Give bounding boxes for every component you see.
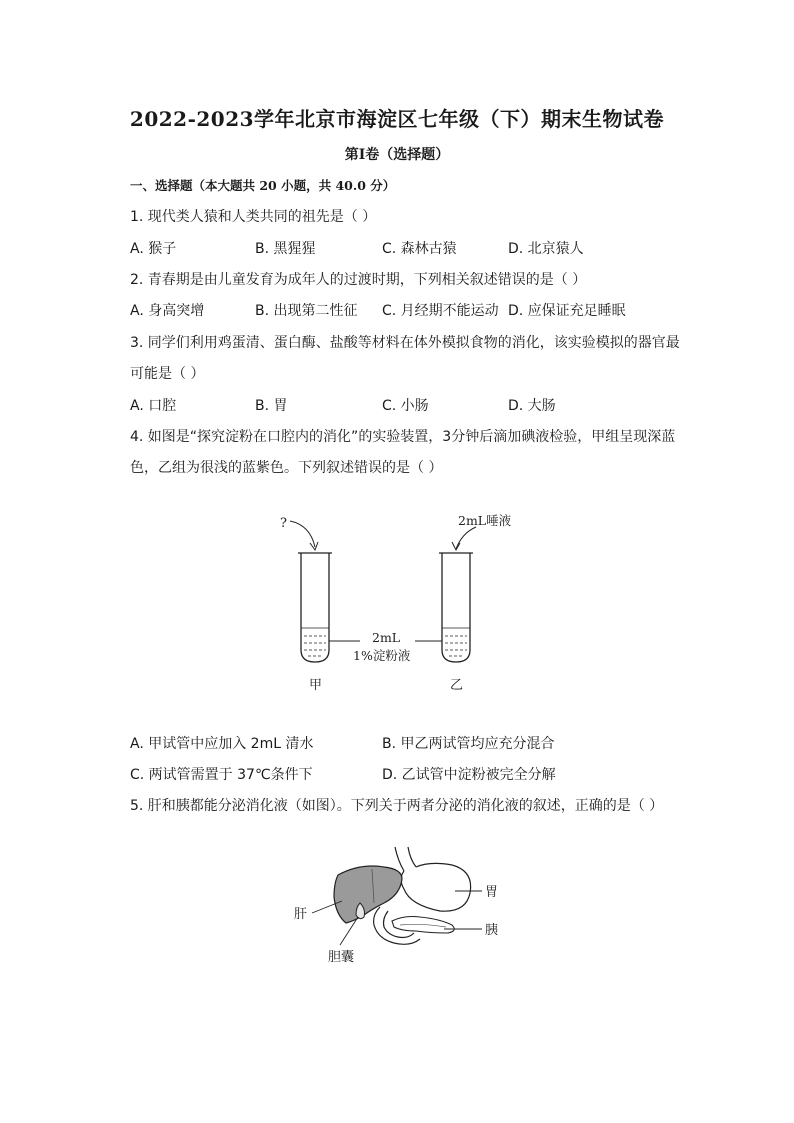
q4-option-b[interactable]: B. 甲乙两试管均应充分混合 bbox=[382, 736, 555, 752]
q2-option-d[interactable]: D. 应保证充足睡眠 bbox=[508, 303, 626, 319]
q4-option-a[interactable]: A. 甲试管中应加入 2mL 清水 bbox=[130, 736, 314, 752]
q3-option-c[interactable]: C. 小肠 bbox=[382, 398, 429, 414]
arrow-a-icon bbox=[290, 521, 315, 547]
q3-option-a[interactable]: A. 口腔 bbox=[130, 398, 177, 414]
tube-b bbox=[439, 553, 473, 662]
stomach-shape bbox=[401, 863, 471, 911]
q2-option-a[interactable]: A. 身高突增 bbox=[130, 303, 205, 319]
gallbladder-label: 胆囊 bbox=[328, 950, 355, 965]
test-tube-figure bbox=[270, 505, 530, 695]
question-2-stem: 2. 青春期是由儿童发育为成年人的过渡时期，下列相关叙述错误的是（ ） bbox=[130, 272, 587, 288]
starch-label: 1%淀粉液 bbox=[353, 648, 411, 663]
question-4-stem-cont: 色，乙组为很浅的蓝紫色。下列叙述错误的是（ ） bbox=[130, 460, 443, 476]
liver-label: 肝 bbox=[294, 907, 308, 922]
q2-option-b[interactable]: B. 出现第二性征 bbox=[255, 303, 358, 319]
question-1-stem: 1. 现代类人猿和人类共同的祖先是（ ） bbox=[130, 209, 377, 225]
amount-label: 2mL bbox=[372, 630, 401, 645]
q2-option-c[interactable]: C. 月经期不能运动 bbox=[382, 303, 499, 319]
stomach-label: 胃 bbox=[485, 885, 499, 900]
tube-a bbox=[298, 553, 332, 662]
page-title: 2022-2023学年北京市海淀区七年级（下）期末生物试卷 bbox=[129, 107, 665, 131]
q1-option-c[interactable]: C. 森林古猿 bbox=[382, 241, 457, 257]
q4-option-d[interactable]: D. 乙试管中淀粉被完全分解 bbox=[382, 767, 556, 783]
q1-option-a[interactable]: A. 猴子 bbox=[130, 241, 177, 257]
question-4-stem: 4. 如图是“探究淀粉在口腔内的消化”的实验装置，3分钟后滴加碘液检验，甲组呈现深蓝 bbox=[130, 429, 676, 445]
saliva-label: 2mL唾液 bbox=[458, 513, 512, 528]
part-subtitle: 第Ⅰ卷（选择题） bbox=[344, 147, 450, 163]
section-heading: 一、选择题（本大题共 20 小题，共 40.0 分） bbox=[130, 178, 396, 193]
question-mark-label: ? bbox=[280, 516, 287, 531]
liver-shape bbox=[334, 866, 402, 923]
digestive-organ-figure bbox=[280, 845, 510, 970]
q1-option-d[interactable]: D. 北京猿人 bbox=[508, 241, 584, 257]
pancreas-label: 胰 bbox=[485, 923, 499, 938]
question-5-stem: 5. 肝和胰都能分泌消化液（如图）。下列关于两者分泌的消化液的叙述，正确的是（ ） bbox=[130, 798, 664, 814]
question-3-stem-cont: 可能是（ ） bbox=[130, 366, 205, 382]
q3-option-b[interactable]: B. 胃 bbox=[255, 398, 288, 414]
tube-a-label: 甲 bbox=[309, 678, 323, 693]
question-3-stem: 3. 同学们利用鸡蛋清、蛋白酶、盐酸等材料在体外模拟食物的消化，该实验模拟的器官最 bbox=[130, 335, 680, 351]
q4-option-c[interactable]: C. 两试管需置于 37℃条件下 bbox=[130, 767, 313, 783]
tube-b-label: 乙 bbox=[450, 678, 464, 693]
q3-option-d[interactable]: D. 大肠 bbox=[508, 398, 556, 414]
q1-option-b[interactable]: B. 黑猩猩 bbox=[255, 241, 316, 257]
